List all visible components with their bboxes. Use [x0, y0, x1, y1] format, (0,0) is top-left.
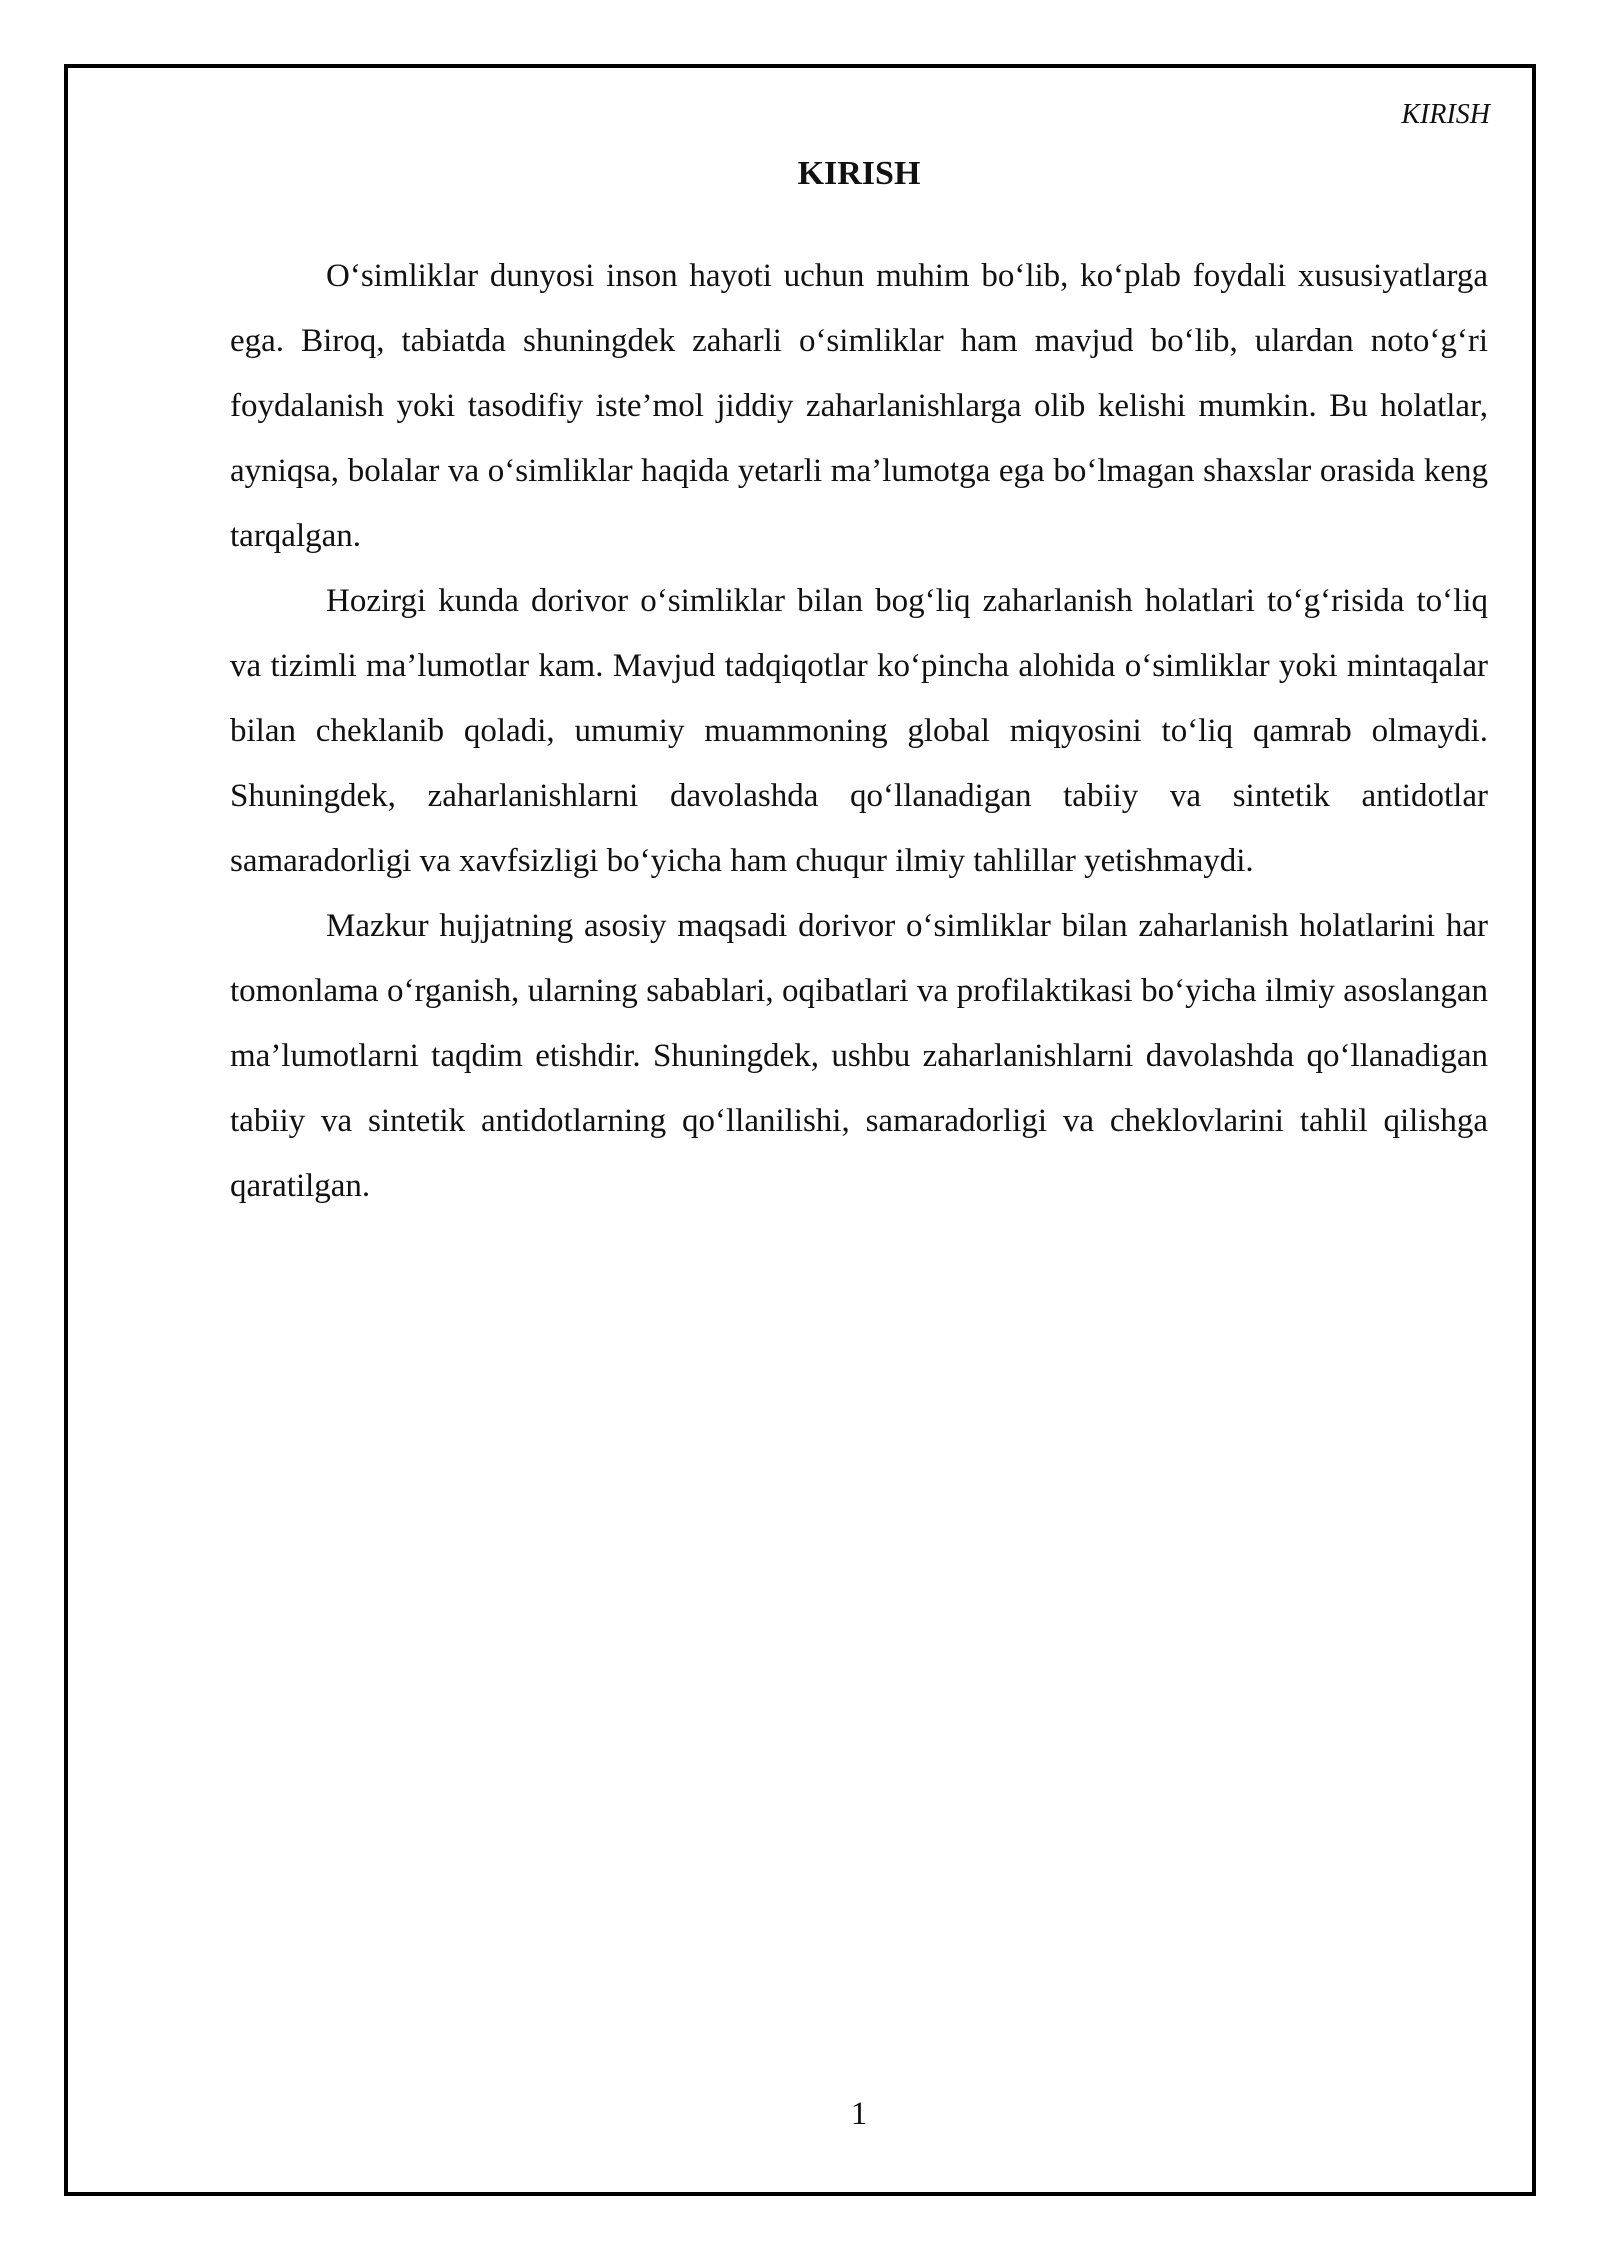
page-title: KIRISH [797, 155, 921, 192]
page-number: 1 [850, 2096, 868, 2132]
paragraph-3: Mazkur hujjatning asosiy maqsadi dorivor o‘simliklar bilan zaharlanish holatlarini har tomonlama o‘rganish, ularning sabablari, oqibatlari va profilaktikasi bo‘yicha ilmiy asoslangan ma’lumotlarni taqdim etishdir. Shuningdek, ushbu zaharlanishlarni davolashda qo‘llanadigan tabiiy va sintetik antidotlarning qo‘llanilishi, samaradorligi va cheklovlarini tahlil qilishga qaratilgan. [230, 908, 1488, 1204]
running-header: KIRISH [1401, 99, 1490, 130]
paragraph-1: O‘simliklar dunyosi inson hayoti uchun muhim bo‘lib, ko‘plab foydali xususiyatlarga ega. Biroq, tabiatda shuningdek zaharli o‘simliklar ham mavjud bo‘lib, ulardan noto‘g‘ri foydalanish yoki tasodifiy iste’mol jiddiy zaharlanishlarga olib kelishi mumkin. Bu holatlar, ayniqsa, bolalar va o‘simliklar haqida yetarli ma’lumotga ega bo‘lmagan shaxslar orasida keng tarqalgan. [230, 258, 1488, 554]
body-text [230, 244, 1488, 1219]
paragraph-2: Hozirgi kunda dorivor o‘simliklar bilan bog‘liq zaharlanish holatlari to‘g‘risida to‘liq va tizimli ma’lumotlar kam. Mavjud tadqiqotlar ko‘pincha alohida o‘simliklar yoki mintaqalar bilan cheklanib qoladi, umumiy muammoning global miqyosini to‘liq qamrab olmaydi. Shuningdek, zaharlanishlarni davolashda qo‘llanadigan tabiiy va sintetik antidotlar samaradorligi va xavfsizligi bo‘yicha ham chuqur ilmiy tahlillar yetishmaydi. [230, 583, 1488, 879]
